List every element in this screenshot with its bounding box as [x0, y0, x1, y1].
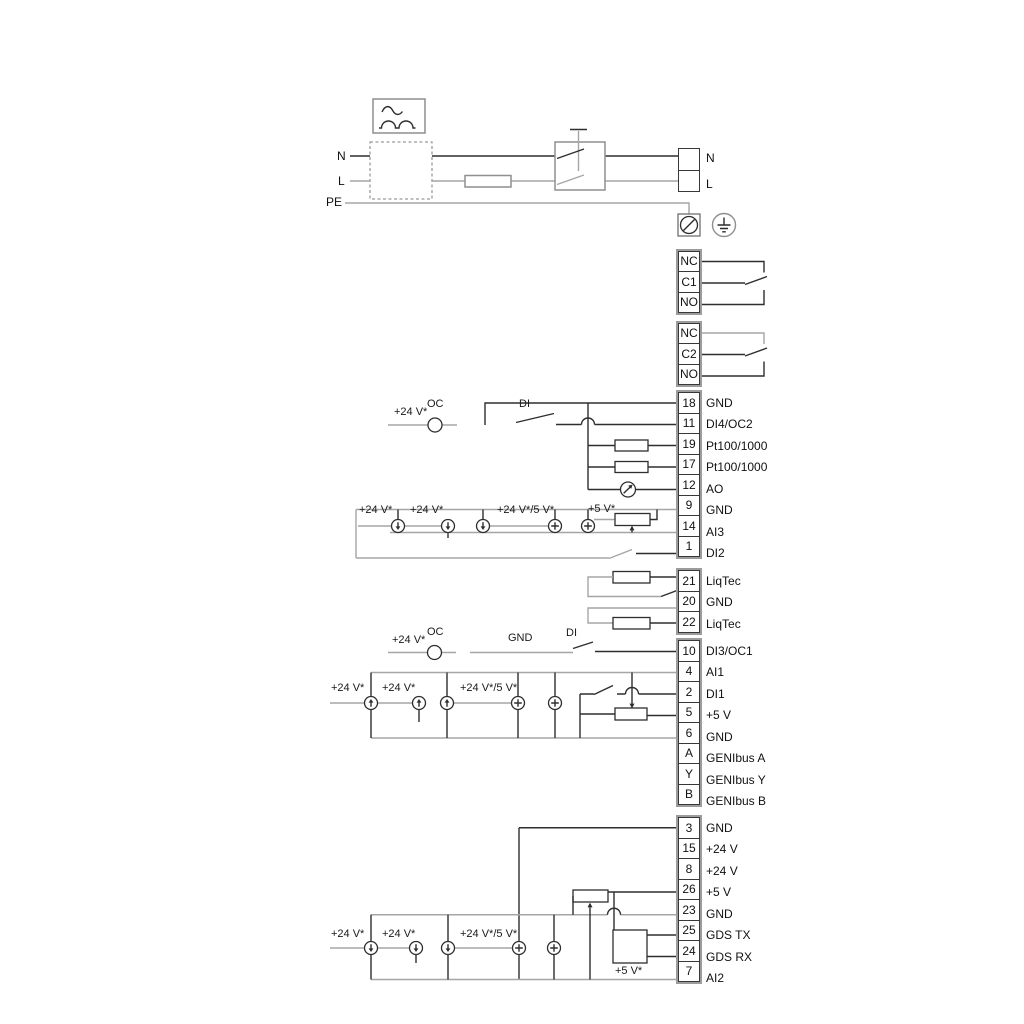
main-switch-icon: [555, 130, 605, 191]
supply-label: +24 V*: [382, 928, 416, 940]
terminal-cell: 22: [678, 611, 700, 633]
relay1-terminal-block: [676, 249, 702, 316]
terminal-n-label: N: [706, 151, 715, 165]
terminal-cell: 25: [678, 920, 700, 942]
supply-label: +5 V*: [588, 503, 616, 515]
terminal-labels-c: [706, 640, 766, 812]
terminal-cell: 17: [678, 454, 700, 476]
current-source-icon: [365, 942, 378, 955]
relay-terminal: C1: [678, 271, 700, 293]
terminal-cell: 2: [678, 681, 700, 703]
terminal-cell: 19: [678, 433, 700, 455]
terminal-cell: 3: [678, 817, 700, 839]
liqtec-sensors: [588, 572, 678, 630]
terminal-cell: B: [678, 784, 700, 806]
terminal-label: AI1: [706, 665, 725, 680]
terminal-label: Pt100/1000: [706, 438, 768, 453]
terminal-label: DI2: [706, 546, 725, 561]
pt100-sensor-2: [588, 462, 678, 473]
terminal-cell: 18: [678, 392, 700, 414]
open-collector-icon: [428, 418, 442, 432]
ai3-sensor-group: [356, 510, 678, 559]
terminal-cell: A: [678, 743, 700, 765]
terminal-cell: 12: [678, 474, 700, 496]
terminal-cell: 21: [678, 570, 700, 592]
current-source-icon: [441, 697, 454, 710]
terminal-cell: 9: [678, 495, 700, 517]
relay-terminal: C2: [678, 343, 700, 365]
di-label: DI: [566, 627, 577, 639]
relay2-terminal-block: [676, 321, 702, 388]
terminal-cell: 8: [678, 858, 700, 880]
current-source-icon: [477, 520, 490, 533]
oc-label: OC: [427, 398, 444, 410]
supply-label: +24 V*: [331, 682, 365, 694]
terminal-label: DI3/OC1: [706, 643, 753, 658]
terminal-labels-a: [706, 392, 767, 564]
terminal-label: GND: [706, 395, 733, 410]
terminal-cell: Y: [678, 763, 700, 785]
current-source-icon: [413, 697, 426, 710]
supply-label: +24 V*: [410, 504, 444, 516]
terminal-label: AO: [706, 481, 724, 496]
terminal-cell: 15: [678, 838, 700, 860]
pe-label: PE: [326, 195, 343, 209]
relay-terminal: NC: [678, 251, 700, 273]
voltage-source-icon: [512, 697, 525, 710]
terminal-cell-n: [679, 149, 699, 170]
terminal-cell: 24: [678, 940, 700, 962]
terminal-label: Pt100/1000: [706, 460, 768, 475]
terminal-cell: 6: [678, 722, 700, 744]
terminal-cell: 20: [678, 591, 700, 613]
di3-oc-circuit: [388, 642, 678, 660]
relay-terminal: NO: [678, 292, 700, 314]
neutral-label: N: [337, 149, 346, 163]
terminal-label: +5 V: [706, 885, 732, 900]
supply-label: +24 V*: [392, 634, 426, 646]
terminal-label: GENIbus Y: [706, 772, 766, 787]
terminal-cell: 4: [678, 661, 700, 683]
emc-filter-box: [370, 142, 432, 199]
potentiometer-icon: [615, 514, 650, 526]
terminal-label: GENIbus A: [706, 751, 766, 766]
potentiometer-icon: [573, 890, 608, 902]
resistor-icon: [613, 618, 650, 630]
terminal-label: GENIbus B: [706, 794, 767, 809]
terminal-label: GND: [706, 729, 733, 744]
terminal-block-c: [676, 638, 702, 807]
line-label: L: [338, 174, 345, 188]
fuse-icon: [465, 176, 511, 188]
resistor-icon: [615, 440, 648, 451]
current-source-icon: [410, 942, 423, 955]
terminal-cell: 14: [678, 515, 700, 537]
voltage-source-icon: [549, 520, 562, 533]
di-label: DI: [519, 398, 530, 410]
supply-label: +24 V*/5 V*: [460, 928, 518, 940]
terminal-label: DI1: [706, 686, 725, 701]
supply-label: +5 V*: [615, 965, 643, 977]
current-source-icon: [442, 520, 455, 533]
voltage-source-icon: [549, 697, 562, 710]
terminal-label: GND: [706, 595, 733, 610]
ai2-gds-sensor-group: [330, 828, 678, 980]
gnd-label: GND: [508, 632, 533, 644]
terminal-label: DI4/OC2: [706, 417, 753, 432]
relay-terminal: NC: [678, 323, 700, 345]
terminal-block-d: [676, 815, 702, 984]
open-collector-icon: [428, 646, 442, 660]
terminal-cell: 7: [678, 961, 700, 983]
relay1-contact-wires: [700, 262, 767, 305]
terminal-l-label: L: [706, 177, 713, 191]
terminal-cell: 26: [678, 879, 700, 901]
terminal-cell: 23: [678, 899, 700, 921]
terminal-cell: 1: [678, 536, 700, 558]
terminal-label: +24 V: [706, 863, 738, 878]
supply-label: +24 V*: [359, 504, 393, 516]
analog-output-meter: [588, 482, 678, 497]
terminal-label: LiqTec: [706, 616, 741, 631]
voltage-source-icon: [513, 942, 526, 955]
terminal-label: +5 V: [706, 708, 732, 723]
terminal-label: LiqTec: [706, 573, 741, 588]
terminal-label: GND: [706, 820, 733, 835]
pt100-sensor-1: [588, 440, 678, 451]
protective-earth-icon: [713, 214, 736, 237]
potentiometer-icon: [615, 708, 647, 720]
relay2-contact-wires: [700, 333, 767, 376]
supply-label: +24 V*: [331, 928, 365, 940]
rcd-box-icon: [373, 99, 425, 133]
voltage-source-icon: [582, 520, 595, 533]
supply-label: +24 V*: [394, 406, 428, 418]
resistor-icon: [615, 462, 648, 473]
terminal-label: AI3: [706, 524, 725, 539]
terminal-block-a: [676, 390, 702, 559]
terminal-label: AI2: [706, 971, 725, 986]
current-source-icon: [392, 520, 405, 533]
gds-sensor-box: [613, 930, 647, 963]
terminal-block-b: [676, 568, 702, 635]
current-source-icon: [442, 942, 455, 955]
pe-screw-terminal-icon: [678, 214, 700, 236]
oc-label: OC: [427, 626, 444, 638]
terminal-label: GND: [706, 906, 733, 921]
mains-terminal-block: [678, 148, 700, 192]
terminal-cell: 5: [678, 702, 700, 724]
voltage-source-icon: [548, 942, 561, 955]
di3-switch-icon: [573, 642, 593, 649]
supply-label: +24 V*: [382, 682, 416, 694]
relay-terminal: NO: [678, 364, 700, 386]
terminal-cell-l: [679, 170, 699, 191]
terminal-label: +24 V: [706, 842, 738, 857]
di1-switch-icon: [594, 686, 613, 695]
current-source-icon: [365, 697, 378, 710]
terminal-cell: 11: [678, 413, 700, 435]
terminal-labels-d: [706, 817, 752, 989]
pe-wire: [345, 203, 689, 214]
di4-switch-icon: [516, 414, 554, 423]
supply-label: +24 V*/5 V*: [460, 682, 518, 694]
terminal-label: GDS TX: [706, 928, 751, 943]
terminal-label: GND: [706, 503, 733, 518]
terminal-labels-b: [706, 570, 741, 635]
terminal-label: GDS RX: [706, 949, 753, 964]
di2-switch-icon: [356, 550, 632, 559]
terminal-cell: 10: [678, 640, 700, 662]
resistor-icon: [613, 572, 650, 584]
supply-label: +24 V*/5 V*: [497, 504, 555, 516]
